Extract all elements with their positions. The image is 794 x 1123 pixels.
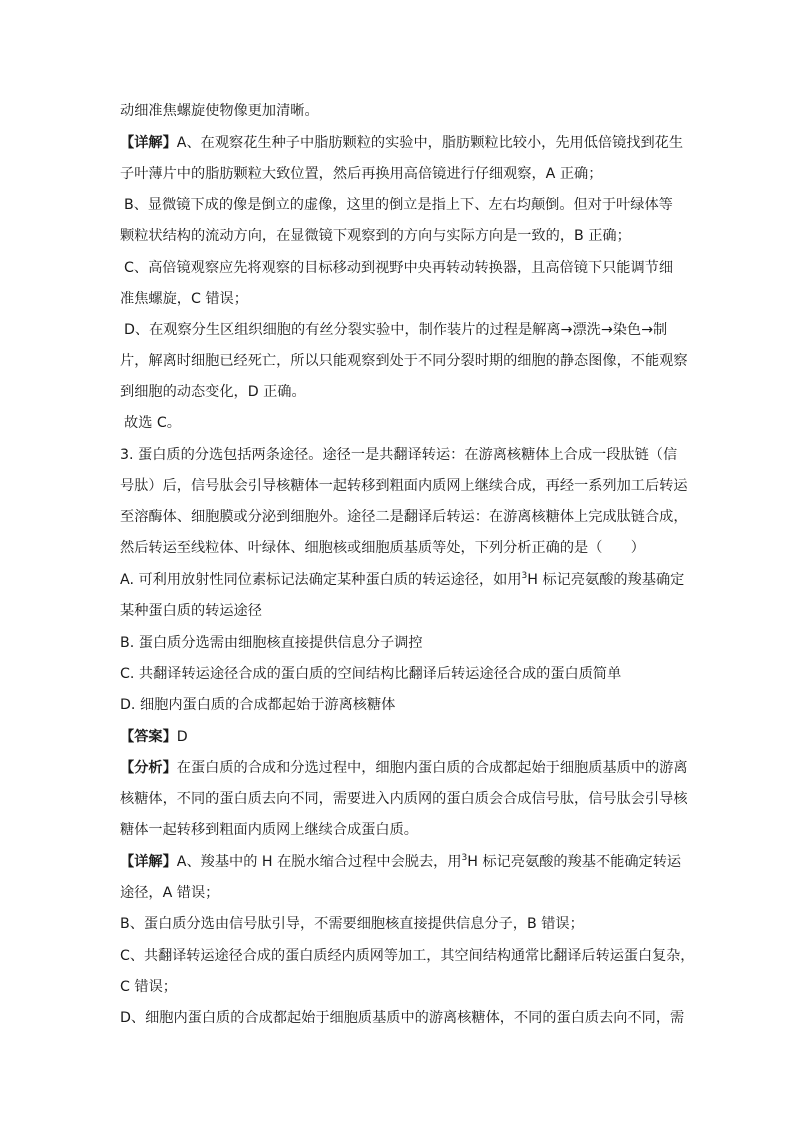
q2-detail-line-1: 【详解】A、在观察花生种子中脂肪颗粒的实验中，脂肪颗粒比较小，先用低倍镜找到花生 xyxy=(120,135,684,151)
q3-stem-line-1: 3. 蛋白质的分选包括两条途径。途径一是共翻译转运：在游离核糖体上合成一段肽链（信 xyxy=(120,447,678,463)
q3-detail-line-5: C 错误； xyxy=(120,979,177,995)
q3-option-c: C. 共翻译转运途径合成的蛋白质的空间结构比翻译后转运途径合成的蛋白质简单 xyxy=(120,666,622,682)
q2-detail-line-3: B、显微镜下成的像是倒立的虚像，这里的倒立是指上下、左右均颠倒。但对于叶绿体等 xyxy=(124,197,673,213)
q3-analysis-line-3: 糖体一起转移到粗面内质网上继续合成蛋白质。 xyxy=(120,822,418,838)
q3-analysis-line-2: 核糖体，不同的蛋白质去向不同，需要进入内质网的蛋白质会合成信号肽，信号肽会引导核 xyxy=(120,791,688,807)
q3-detail-line-4: C、共翻译转运途径合成的蛋白质经内质网等加工，其空间结构通常比翻译后转运蛋白复杂， xyxy=(120,948,695,964)
q3-stem-line-3: 至溶酶体、细胞膜或分泌到细胞外。途径二是翻译后转运：在游离核糖体上完成肽链合成， xyxy=(120,509,688,525)
analysis-heading: 【分析】 xyxy=(120,760,177,776)
q2-detail-line-8: 片，解离时细胞已经死亡，所以只能观察到处于不同分裂时期的细胞的静态图像，不能观察 xyxy=(120,353,688,369)
q2-detail-line-7: D、在观察分生区组织细胞的有丝分裂实验中，制作装片的过程是解离→漂洗→染色→制 xyxy=(124,322,668,338)
q2-conclusion: 故选 C。 xyxy=(124,415,181,431)
q2-detail-line-4: 颗粒状结构的流动方向，在显微镜下观察到的方向与实际方向是一致的，B 正确； xyxy=(120,228,631,244)
continuation-line: 动细准焦螺旋使物像更加清晰。 xyxy=(120,103,319,119)
detail-heading: 【详解】 xyxy=(120,135,177,151)
q3-option-b: B. 蛋白质分选需由细胞核直接提供信息分子调控 xyxy=(120,635,423,651)
q2-detail-line-5: C、高倍镜观察应先将观察的目标移动到视野中央再转动转换器，且高倍镜下只能调节细 xyxy=(124,260,674,276)
q2-detail-line-9: 到细胞的动态变化，D 正确。 xyxy=(120,384,306,400)
q3-option-d: D. 细胞内蛋白质的合成都起始于游离核糖体 xyxy=(120,697,396,713)
q2-detail-line-6: 准焦螺旋，C 错误； xyxy=(120,291,248,307)
q3-detail-line-6: D、细胞内蛋白质的合成都起始于细胞质基质中的游离核糖体，不同的蛋白质去向不同，需 xyxy=(120,1010,685,1026)
q3-stem-line-4: 然后转运至线粒体、叶绿体、细胞核或细胞质基质等处，下列分析正确的是（ ） xyxy=(120,540,645,556)
detail-heading: 【详解】 xyxy=(120,854,177,870)
q3-detail-line-3: B、蛋白质分选由信号肽引导，不需要细胞核直接提供信息分子，B 错误； xyxy=(120,916,584,932)
answer-heading: 【答案】 xyxy=(120,729,177,745)
q3-detail-line-2: 途径，A 错误； xyxy=(120,885,220,901)
q3-option-a-line-1: A. 可利用放射性同位素标记法确定某种蛋白质的转运途径，如用$^3$H 标记亮氨酸的羧基确定 xyxy=(120,571,685,588)
q3-option-a-line-2: 某种蛋白质的转运途径 xyxy=(120,603,262,619)
q3-answer: 【答案】D xyxy=(120,729,188,745)
q3-analysis-line-1: 【分析】在蛋白质的合成和分选过程中，细胞内蛋白质的合成都起始于细胞质基质中的游离 xyxy=(120,760,688,776)
q2-detail-line-2: 子叶薄片中的脂肪颗粒大致位置，然后再换用高倍镜进行仔细观察，A 正确； xyxy=(120,166,603,182)
q3-stem-line-2: 号肽）后，信号肽会引导核糖体一起转移到粗面内质网上继续合成，再经一系列加工后转运 xyxy=(120,478,688,494)
q3-detail-line-1: 【详解】A、羧基中的 H 在脱水缩合过程中会脱去，用$^3$H 标记亮氨酸的羧基不能确定转运 xyxy=(120,853,682,870)
